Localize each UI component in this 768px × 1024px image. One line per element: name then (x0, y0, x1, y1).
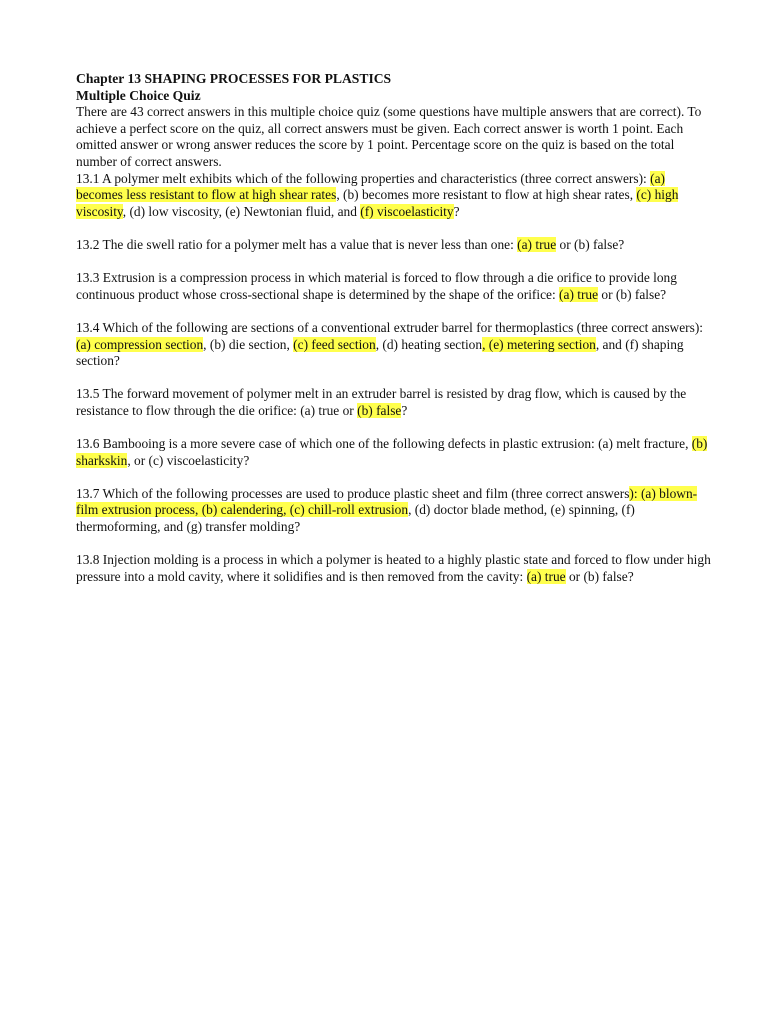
question-text: 13.8 Injection molding is a process in which a polymer is heated to a highly plastic state and forced to flow under high pressure into a mold cavity, where it solidifies and is then removed from the cavity: (76, 552, 711, 584)
quiz-instructions: There are 43 correct answers in this multiple choice quiz (some questions have multiple answers that are correct). To achieve a perfect score on the quiz, all correct answers must be given. Each correct answer is worth 1 point. Each omitted answer or wrong answer reduces the score by 1 point. Percentage score on the quiz is based on the total number of correct answers. (76, 104, 702, 169)
question-text: 13.2 The die swell ratio for a polymer melt has a value that is never less than one: (76, 236, 518, 252)
highlighted-answer: (b) sharkskin (76, 436, 708, 468)
quiz-title: Multiple Choice Quiz (76, 87, 201, 103)
question-text: 13.5 The forward movement of polymer melt in an extruder barrel is resisted by drag flow, which is caused by the resistance to flow through the die orifice: (a) true or (76, 386, 687, 418)
question-13-8 (76, 552, 712, 585)
question-text: 13.4 Which of the following are sections of a conventional extruder barrel for thermoplastics (three correct answers): (76, 319, 704, 335)
question-13-6 (76, 436, 712, 469)
question-text: or (b) false? (565, 568, 634, 584)
highlighted-answer: (b) false (357, 402, 402, 418)
question-text: 13.7 Which of the following processes are used to produce plastic sheet and film (three correct answers (76, 485, 630, 501)
question-text: , (d) doctor blade method, (e) spinning, (f) thermoforming, and (g) transfer molding? (76, 502, 635, 535)
highlighted-answer: (a) true (526, 568, 566, 584)
highlighted-answer: (c) high viscosity (76, 187, 679, 219)
highlighted-answer: (a) true (517, 236, 557, 252)
question-text: , and (f) shaping section? (76, 336, 684, 369)
highlighted-answer: (f) viscoelasticity (360, 203, 454, 219)
question-text: 13.6 Bambooing is a more severe case of which one of the following defects in plastic extrusion: (a) melt fracture, (76, 436, 692, 452)
question-13-3 (76, 270, 712, 303)
question-text: ? (453, 203, 460, 219)
question-text: 13.3 Extrusion is a compression process in which material is forced to flow through a die orifice to provide long continuous product whose cross-sectional shape is determined by the shape of the orifice: (76, 270, 677, 302)
highlighted-answer: ): (a) blown-film extrusion process, (b) calendering, (c) chill-roll extrusion (76, 485, 698, 518)
highlighted-answer: , (e) metering section (482, 336, 596, 352)
question-13-2 (76, 237, 712, 254)
question-13-4 (76, 320, 712, 370)
question-13-5 (76, 386, 712, 419)
question-text: , (b) die section, (203, 336, 294, 352)
question-text: 13.1 A polymer melt exhibits which of the following properties and characteristics (three correct answers): (76, 170, 651, 186)
question-text: , or (c) viscoelasticity? (127, 452, 250, 468)
question-13-1 (76, 171, 712, 221)
document-page (76, 71, 712, 602)
highlighted-answer: (a) becomes less resistant to flow at high shear rates (76, 170, 666, 203)
question-text: , (b) becomes more resistant to flow at high shear rates, (336, 187, 637, 203)
question-text: , (d) heating section (375, 336, 483, 352)
highlighted-answer: (c) feed section (293, 336, 376, 352)
question-text: or (b) false? (556, 236, 625, 252)
question-text: , (d) low viscosity, (e) Newtonian fluid, and (122, 203, 361, 219)
highlighted-answer: (a) true (559, 286, 599, 302)
chapter-title: Chapter 13 SHAPING PROCESSES FOR PLASTICS (76, 71, 392, 86)
question-13-7 (76, 486, 712, 536)
highlighted-answer: (a) compression section (76, 336, 204, 352)
question-text: or (b) false? (598, 286, 667, 302)
question-text: ? (401, 402, 408, 418)
